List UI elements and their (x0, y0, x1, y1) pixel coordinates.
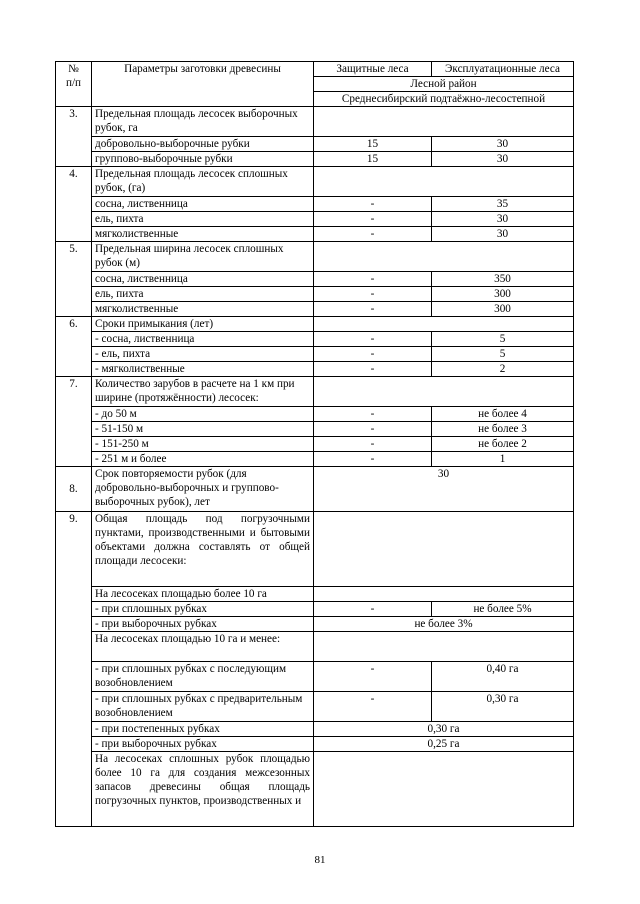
exploitation-value: 1 (432, 452, 574, 467)
row-label: ель, пихта (92, 212, 314, 227)
row-label: сосна, лиственница (92, 272, 314, 287)
protective-value: - (314, 662, 432, 692)
row-label: - сосна, лиственница (92, 332, 314, 347)
row-label: - при выборочных рубках (92, 617, 314, 632)
empty-cell (314, 107, 574, 137)
row-number: 5. (56, 242, 92, 317)
empty-cell (314, 317, 574, 332)
row-number: 3. (56, 107, 92, 167)
forest-harvest-parameters-table (55, 61, 574, 827)
row-number: 7. (56, 377, 92, 467)
protective-value: - (314, 692, 432, 722)
protective-value: - (314, 452, 432, 467)
exploitation-value: 0,30 га (432, 692, 574, 722)
merged-value: 0,25 га (314, 737, 574, 752)
row-label: мягколиственные (92, 302, 314, 317)
exploitation-value: не более 2 (432, 437, 574, 452)
row-label: На лесосеках площадью 10 га и менее: (92, 632, 314, 662)
row-number: 8. (56, 467, 92, 512)
header-district: Лесной район (314, 77, 574, 92)
protective-value: - (314, 422, 432, 437)
protective-value: - (314, 197, 432, 212)
merged-value: 0,30 га (314, 722, 574, 737)
protective-value: - (314, 302, 432, 317)
exploitation-value: 5 (432, 347, 574, 362)
row-label: - мягколиственные (92, 362, 314, 377)
row-label: Сроки примыкания (лет) (92, 317, 314, 332)
row-label: Предельная площадь лесосек сплошных рубок, (га) (92, 167, 314, 197)
row-label: На лесосеках сплошных рубок площадью более 10 га для создания межсезонных запасов древесины общая площадь погрузочных пунктов, производственных и (92, 752, 314, 827)
protective-value: - (314, 332, 432, 347)
protective-value: - (314, 227, 432, 242)
empty-cell (314, 587, 574, 602)
row-label: группово-выборочные рубки (92, 152, 314, 167)
exploitation-value: 2 (432, 362, 574, 377)
empty-cell (314, 167, 574, 197)
empty-cell (314, 752, 574, 827)
protective-value: - (314, 407, 432, 422)
row-number: 9. (56, 512, 92, 827)
empty-cell (314, 632, 574, 662)
exploitation-value: 30 (432, 137, 574, 152)
protective-value: - (314, 212, 432, 227)
protective-value: - (314, 347, 432, 362)
exploitation-value: 300 (432, 287, 574, 302)
row-label: - 51-150 м (92, 422, 314, 437)
protective-value: - (314, 287, 432, 302)
row-label: - до 50 м (92, 407, 314, 422)
row-label: Предельная ширина лесосек сплошных рубок (м) (92, 242, 314, 272)
row-label: - при сплошных рубках (92, 602, 314, 617)
row-label: - при сплошных рубках с последующим возобновлением (92, 662, 314, 692)
header-region: Среднесибирский подтаёжно-лесостепной (314, 92, 574, 107)
exploitation-value: не более 3 (432, 422, 574, 437)
row-label: мягколиственные (92, 227, 314, 242)
exploitation-value: 30 (432, 152, 574, 167)
merged-value: 30 (314, 467, 574, 512)
protective-value: - (314, 362, 432, 377)
row-label: добровольно-выборочные рубки (92, 137, 314, 152)
empty-cell (314, 242, 574, 272)
exploitation-value: не более 5% (432, 602, 574, 617)
exploitation-value: не более 4 (432, 407, 574, 422)
row-label: - 251 м и более (92, 452, 314, 467)
row-label: ель, пихта (92, 287, 314, 302)
protective-value: - (314, 272, 432, 287)
row-label: - при выборочных рубках (92, 737, 314, 752)
exploitation-value: 300 (432, 302, 574, 317)
row-number: 6. (56, 317, 92, 377)
exploitation-value: 35 (432, 197, 574, 212)
row-label: - при постепенных рубках (92, 722, 314, 737)
row-label: - при сплошных рубках с предварительным возобновлением (92, 692, 314, 722)
row-label: На лесосеках площадью более 10 га (92, 587, 314, 602)
protective-value: - (314, 437, 432, 452)
row-number: 4. (56, 167, 92, 242)
row-label: - 151-250 м (92, 437, 314, 452)
row-label: Предельная площадь лесосек выборочных рубок, га (92, 107, 314, 137)
empty-cell (314, 377, 574, 407)
row-label: Количество зарубов в расчете на 1 км при ширине (протяжённости) лесосек: (92, 377, 314, 407)
empty-cell (314, 512, 574, 587)
exploitation-value: 30 (432, 212, 574, 227)
exploitation-value: 350 (432, 272, 574, 287)
row-label: Срок повторяемости рубок (для добровольно-выборочных и группово-выборочных рубок), лет (92, 467, 314, 512)
protective-value: 15 (314, 152, 432, 167)
header-num: № п/п (56, 62, 92, 107)
header-exploitation: Эксплуатационные леса (432, 62, 574, 77)
merged-value: не более 3% (314, 617, 574, 632)
protective-value: - (314, 602, 432, 617)
page-number: 81 (314, 854, 326, 866)
exploitation-value: 30 (432, 227, 574, 242)
row-label: сосна, лиственница (92, 197, 314, 212)
row-label: - ель, пихта (92, 347, 314, 362)
header-params: Параметры заготовки древесины (92, 62, 314, 107)
header-protective: Защитные леса (314, 62, 432, 77)
exploitation-value: 0,40 га (432, 662, 574, 692)
protective-value: 15 (314, 137, 432, 152)
row-label: Общая площадь под погрузочными пунктами, производственными и бытовыми объектами должна составлять от общей площади лесосеки: (92, 512, 314, 587)
exploitation-value: 5 (432, 332, 574, 347)
